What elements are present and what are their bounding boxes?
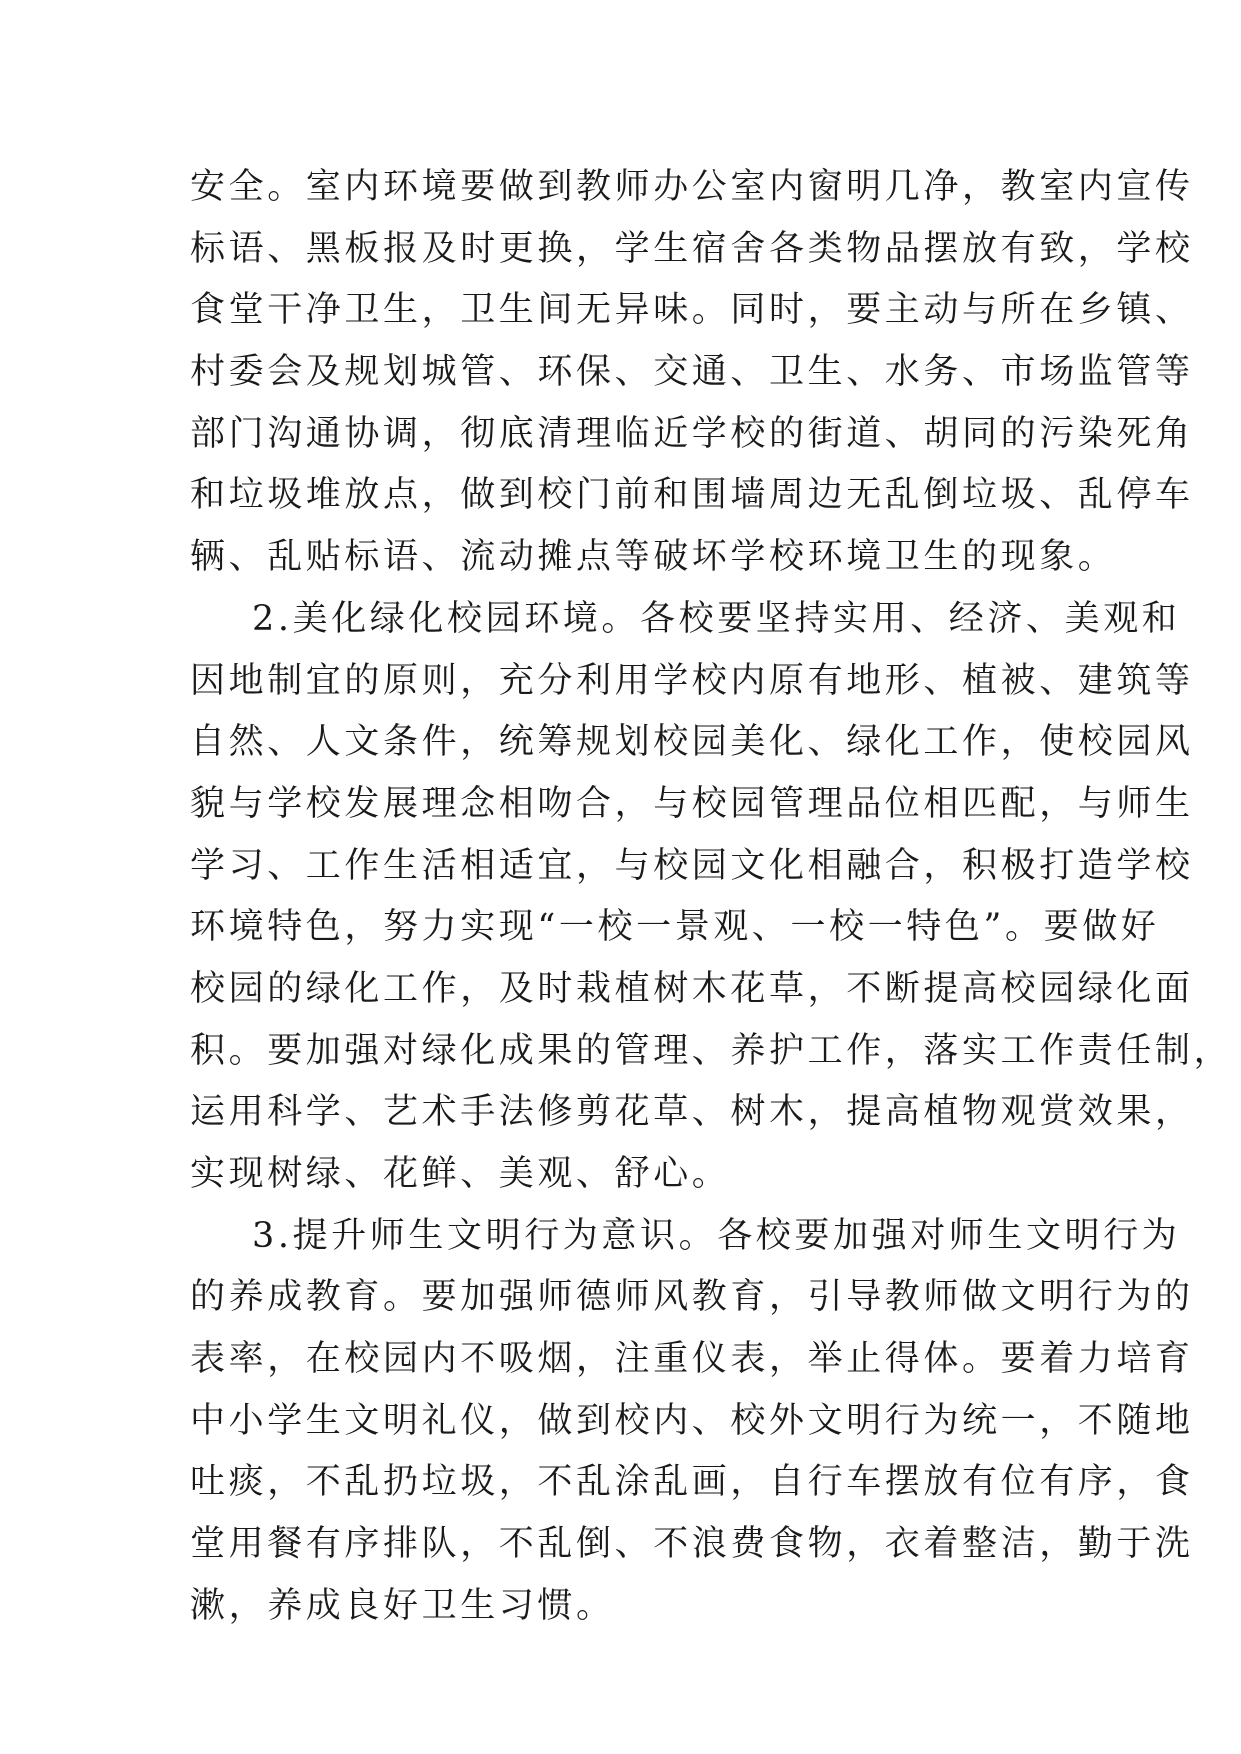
text-line: 貌与学校发展理念相吻合，与校园管理品位相匹配，与师生: [190, 783, 1194, 824]
text-line: 村委会及规划城管、环保、交通、卫生、水务、市场监管等: [190, 352, 1194, 393]
text-line: 吐痰，不乱扔垃圾，不乱涂乱画，自行车摆放有位有序，食: [190, 1462, 1194, 1503]
text-line: 食堂干净卫生，卫生间无异味。同时，要主动与所在乡镇、: [190, 290, 1194, 331]
text-line: 的养成教育。要加强师德师风教育，引导教师做文明行为的: [190, 1277, 1194, 1318]
text-line: 标语、黑板报及时更换，学生宿舍各类物品摆放有致，学校: [190, 228, 1194, 269]
text-line: 部门沟通协调，彻底清理临近学校的街道、胡同的污染死角: [190, 413, 1194, 454]
text-line: 实现树绿、花鲜、美观、舒心。: [190, 1154, 731, 1194]
text-line: 安全。室内环境要做到教师办公室内窗明几净，教室内宣传: [190, 167, 1194, 207]
section-heading-line: 2.美化绿化校园环境。各校要坚持实用、经济、美观和: [252, 598, 1181, 639]
text-line: 因地制宜的原则，充分利用学校内原有地形、植被、建筑等: [190, 660, 1194, 701]
text-line: 堂用餐有序排队，不乱倒、不浪费食物，衣着整洁，勤于洗: [190, 1524, 1194, 1565]
text-line: 辆、乱贴标语、流动摊点等破坏学校环境卫生的现象。: [190, 537, 1117, 578]
text-line: 自然、人文条件，统筹规划校园美化、绿化工作，使校园风: [190, 722, 1194, 763]
text-line: 积。要加强对绿化成果的管理、养护工作，落实工作责任制，: [190, 1030, 1233, 1071]
text-line: 和垃圾堆放点，做到校门前和围墙周边无乱倒垃圾、乱停车: [190, 475, 1194, 516]
text-line: 表率，在校园内不吸烟，注重仪表，举止得体。要着力培育: [190, 1339, 1194, 1380]
text-line: 运用科学、艺术手法修剪花草、树木，提高植物观赏效果，: [190, 1092, 1194, 1133]
text-line: 中小学生文明礼仪，做到校内、校外文明行为统一，不随地: [190, 1400, 1194, 1441]
text-line: 校园的绿化工作，及时栽植树木花草，不断提高校园绿化面: [190, 968, 1194, 1009]
section-heading-line: 3.提升师生文明行为意识。各校要加强对师生文明行为: [252, 1215, 1181, 1256]
text-line: 漱，养成良好卫生习惯。: [190, 1585, 615, 1626]
text-line: 学习、工作生活相适宜，与校园文化相融合，积极打造学校: [190, 845, 1194, 886]
text-line: 环境特色，努力实现“一校一景观、一校一特色”。要做好: [190, 907, 1160, 948]
body-text: [190, 157, 1233, 1638]
